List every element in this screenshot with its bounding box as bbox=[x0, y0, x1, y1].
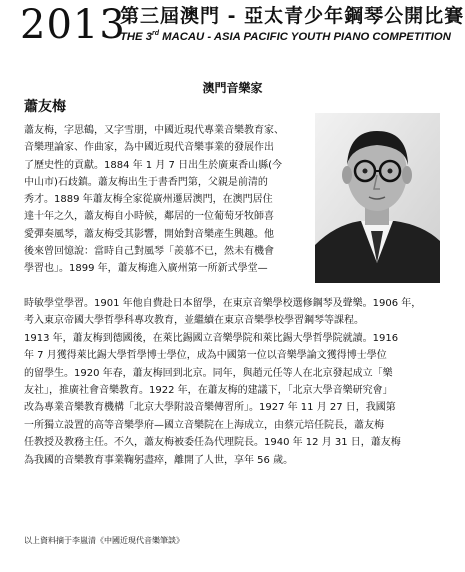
portrait-photo bbox=[315, 113, 440, 283]
bio-line: 愛彈奏風琴，蕭友梅受其影響，開始對音樂產生興趣。他 bbox=[24, 228, 274, 240]
title-en-suffix: MACAU - ASIA PACIFIC YOUTH PIANO COMPETITION bbox=[159, 31, 451, 43]
bio-line: 時敏學堂學習。1901 年他自費赴日本留學，在東京音樂學校選修鋼琴及聲樂。1906 年， bbox=[24, 298, 422, 309]
bio-line: 1913 年，蕭友梅到德國後，在萊比錫國立音樂學院和萊比錫大學哲學院就讀。1916 bbox=[24, 332, 399, 344]
source-citation: 以上資料摘于李嵐清《中國近現代音樂筆談》 bbox=[24, 536, 184, 545]
bio-line: 改為專業音樂教育機構「北京大學附設音樂傳習所」。1927 年 11 月 27 日，我國第 bbox=[24, 402, 396, 414]
bio-line: 音樂理論家、作曲家，為中國近現代音樂事業的發展作出 bbox=[24, 142, 274, 154]
bio-line: 後來曾回憶說：當時自己對風琴「羨慕不已，然未有機會 bbox=[24, 246, 274, 258]
bio-line: 達十年之久，蕭友梅自小時候，鄰居的一位葡萄牙牧師喜 bbox=[24, 211, 274, 223]
bio-line: 年 7 月獲得萊比錫大學哲學博士學位，成為中國第一位以音樂學論文獲得博士學位 bbox=[24, 350, 387, 362]
bio-line: 了歷史性的貢獻。1884 年 1 月 7 日出生於廣東香山縣(今 bbox=[24, 159, 282, 171]
bio-line: 任教授及教務主任。不久，蕭友梅被委任為代理院長。1940 年 12 月 31 日，蕭友梅 bbox=[24, 437, 401, 449]
biography-text-narrow bbox=[24, 122, 308, 278]
bio-line: 中山市)石歧鎮。蕭友梅出生于書香門第，父親是前清的 bbox=[24, 176, 268, 188]
portrait-illustration bbox=[315, 113, 440, 283]
competition-title-chinese: 第三屆澳門 - 亞太青少年鋼琴公開比賽 bbox=[120, 5, 465, 27]
bio-line: 蕭友梅，字思鶴，又字雪朋，中國近現代專業音樂教育家、 bbox=[24, 125, 284, 136]
bio-line: 考入東京帝國大學哲學科專攻教育，並繼續在東京音樂學校學習鋼琴等課程。 bbox=[24, 315, 364, 327]
page-header bbox=[0, 0, 465, 52]
competition-year: 2013 bbox=[20, 2, 126, 48]
title-en-ordinal: rd bbox=[152, 30, 160, 38]
bio-line: 學習也」。1899 年，蕭友梅進入廣州第一所新式學堂— bbox=[24, 263, 268, 275]
bio-line: 秀才。1889 年蕭友梅全家從廣州遷居澳門，在澳門居住 bbox=[24, 194, 273, 206]
competition-title-english bbox=[120, 30, 451, 44]
bio-line: 的留學生。1920 年春，蕭友梅回到北京。同年，與趙元任等人在北京發起成立「樂 bbox=[24, 367, 393, 379]
musician-name: 蕭友梅 bbox=[24, 99, 66, 115]
bio-line: 友社」，推廣社會音樂教育。1922 年，在蕭友梅的建議下，「北京大學音樂研究會」 bbox=[24, 385, 393, 397]
biography-text-wide bbox=[24, 295, 444, 469]
title-en-prefix: THE 3 bbox=[120, 31, 153, 43]
bio-line: 為我國的音樂教育事業鞠躬盡瘁，離開了人世，享年 56 歲。 bbox=[24, 454, 294, 466]
section-title: 澳門音樂家 bbox=[202, 81, 263, 95]
bio-line: 一所獨立設置的高等音樂學府—國立音樂院在上海成立，由蔡元培任院長，蕭友梅 bbox=[24, 419, 384, 431]
